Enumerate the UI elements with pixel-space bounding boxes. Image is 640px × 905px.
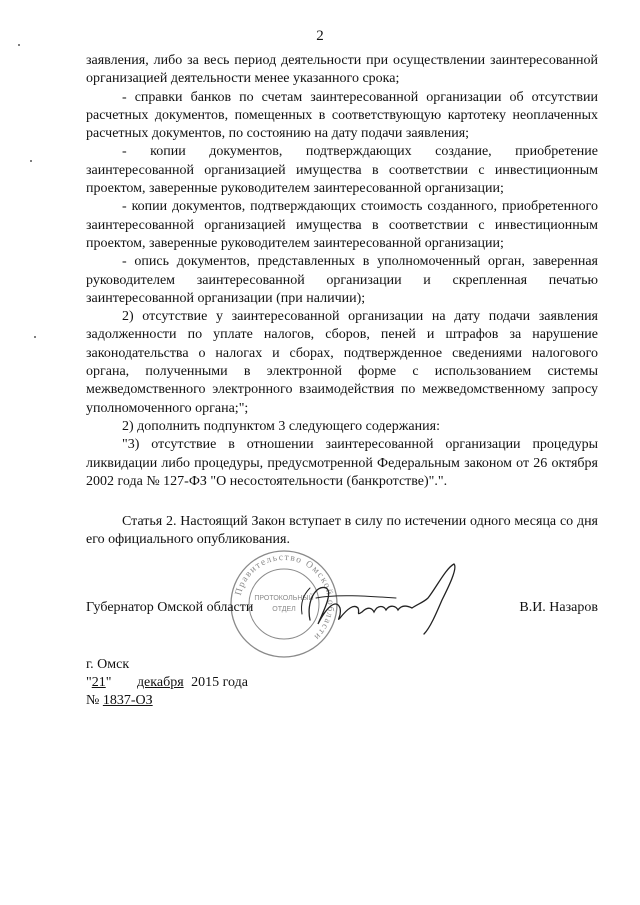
paragraph: - копии документов, подтверждающих стоимость созданного, приобретенного заинтересованной организацией имущества в соответствии с инвестиционным проектом, заверенные руководителем заинтересованной организации; xyxy=(86,199,598,251)
paragraph: заявления, либо за весь период деятельности при осуществлении заинтересованной организацией деятельности менее указанного срока; xyxy=(86,53,598,87)
paragraph: - справки банков по счетам заинтересованной организации об отсутствии расчетных документов, помещенных в соответствующую картотеку неоплаченных расчетных документов, по состоянию на дату подачи заявления; xyxy=(86,89,598,142)
number-value: 1837-ОЗ xyxy=(102,693,153,708)
signatory-position: Губернатор Омской области xyxy=(86,600,254,615)
seal-inner-text: ОТДЕЛ xyxy=(272,606,296,613)
paragraph: 2) отсутствие у заинтересованной организации на дату подачи заявления задолженности по уплате налогов, сборов, пеней и штрафов за нарушение законодательства о налогах и сборах, подтвержденное сведениями налогового органа, полученными в электронной форме с использованием системы межведомственного электронного взаимодействия по межведомственному запросу уполномоченного органа;"; xyxy=(86,309,598,416)
law-number xyxy=(86,692,248,710)
number-prefix: № xyxy=(86,693,100,708)
place: г. Омск xyxy=(86,657,130,672)
date-line: "21" декабря 2015 года xyxy=(86,675,248,690)
law-body-text xyxy=(86,52,598,491)
seal-outer-text: Правительство Омской области xyxy=(233,552,336,643)
paragraph: 2) дополнить подпунктом 3 следующего содержания: xyxy=(122,418,440,434)
scan-speck xyxy=(18,44,20,46)
paragraph: - опись документов, представленных в уполномоченный орган, заверенная руководителем заинтересованной организации и скрепленная печатью заинтересованной организации (при наличии); xyxy=(86,254,598,306)
seal-inner-text: ПРОТОКОЛЬНЫЙ xyxy=(254,595,314,602)
date-month: декабря xyxy=(136,675,184,690)
place-date-block xyxy=(86,656,248,710)
paragraph: - копии документов, подтверждающих создание, приобретение заинтересованной организацией имущества в соответствии с инвестиционным проектом, заверенные руководителем заинтересованной организации; xyxy=(86,144,598,197)
article-2: Статья 2. Настоящий Закон вступает в силу по истечении одного месяца со дня его официального опубликования. xyxy=(86,514,598,548)
handwritten-signature xyxy=(296,558,466,638)
date-day: 21 xyxy=(91,675,106,690)
date-year: 2015 года xyxy=(191,675,248,690)
signatory-name: В.И. Назаров xyxy=(519,600,598,615)
paragraph: "3) отсутствие в отношении заинтересованной организации процедуры ликвидации либо процедуры, предусмотренной Федеральным законом от 26 октября 2002 года № 127-ФЗ "О несостоятельности (банкротстве)".". xyxy=(86,437,598,489)
page-number: 2 xyxy=(316,28,324,44)
scan-speck xyxy=(30,160,32,162)
scan-speck xyxy=(34,336,36,338)
